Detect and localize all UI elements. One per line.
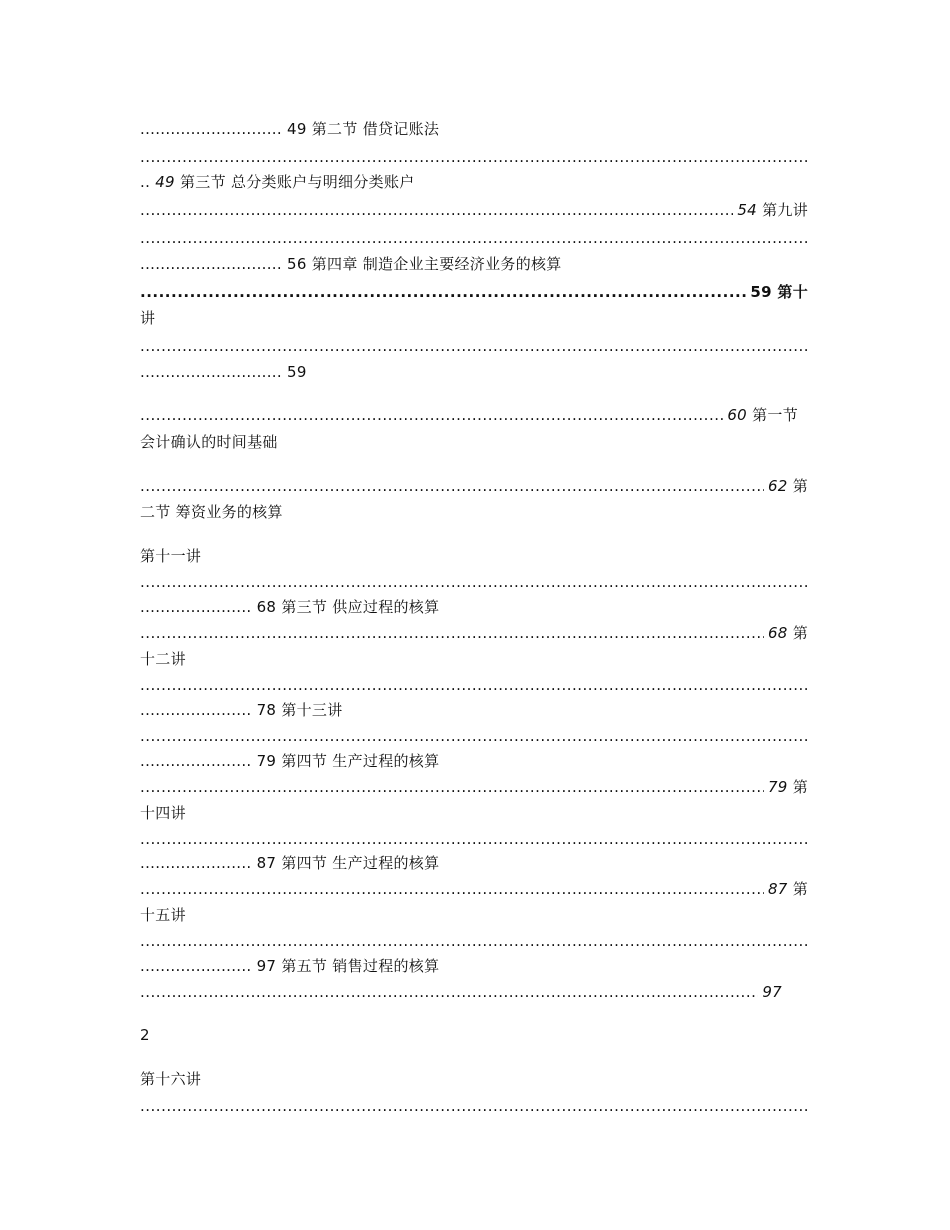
dot-leader: [140, 981, 758, 1003]
dot-leader-line: [140, 725, 808, 747]
toc-entry-text: 79 第四节 生产过程的核算: [251, 752, 440, 770]
dot-leader: ......................: [140, 957, 252, 975]
toc-line: [140, 955, 808, 977]
dot-leader-line: [140, 674, 808, 696]
dot-leader: ............................: [140, 363, 282, 381]
page-ref: 54: [737, 201, 758, 219]
toc-entry-text: 第十: [771, 283, 808, 301]
toc-line: [140, 852, 808, 874]
toc-line: [140, 699, 808, 721]
toc-entry-text: 会计确认的时间基础: [140, 433, 278, 451]
toc-heading: [140, 1068, 808, 1090]
toc-entry-text: 68 第三节 供应过程的核算: [251, 598, 440, 616]
dot-leader-line: [140, 571, 808, 593]
page-ref: 97: [762, 983, 782, 1001]
toc-line: [140, 596, 808, 618]
dot-leader-line: [140, 1095, 808, 1117]
toc-line: [140, 648, 808, 670]
toc-entry-text: 87 第四节 生产过程的核算: [251, 854, 440, 872]
dot-leader-line: [140, 335, 808, 357]
toc-entry-text: 78 第十三讲: [251, 701, 343, 719]
toc-line: [140, 776, 808, 798]
page-ref: 79: [767, 778, 788, 796]
dot-leader: ............................: [140, 120, 282, 138]
dot-leader: ......................: [140, 598, 252, 616]
toc-entry-text: 第十六讲: [140, 1070, 202, 1088]
dot-leader: [140, 281, 746, 303]
toc-entry-text: 第九讲: [757, 201, 808, 219]
dot-leader: ......................: [140, 701, 252, 719]
dot-leader-line: [140, 828, 808, 850]
toc-entry-text: 二节 筹资业务的核算: [140, 503, 283, 521]
page-number-text: 2: [140, 1026, 150, 1044]
toc-line: [140, 981, 782, 1003]
toc-entry-text: 97 第五节 销售过程的核算: [251, 957, 440, 975]
dot-leader: ..: [140, 173, 156, 191]
dot-leader: [140, 404, 723, 426]
toc-entry-text: 第: [787, 624, 808, 642]
dot-leader: [140, 622, 764, 644]
toc-line: [140, 361, 808, 383]
page-ref: 68: [767, 624, 788, 642]
toc-entry-text: 十五讲: [140, 906, 186, 924]
toc-heading: [140, 545, 808, 567]
toc-line: [140, 171, 808, 193]
dot-leader-line: [140, 227, 808, 249]
page-ref: 62: [767, 477, 788, 495]
dot-leader: ............................: [140, 255, 282, 273]
toc-entry-text: 第一节: [747, 406, 798, 424]
toc-line: [140, 307, 808, 329]
toc-line: [140, 118, 808, 140]
toc-entry-text: 第十一讲: [140, 547, 202, 565]
toc-line: [140, 802, 808, 824]
toc-line: [140, 501, 808, 523]
toc-line: [140, 475, 808, 497]
page-ref: 59: [750, 283, 772, 301]
toc-line-bold: [140, 281, 808, 303]
dot-leader: [140, 878, 764, 900]
dot-leader: [140, 199, 733, 221]
dot-leader-line: [140, 930, 808, 952]
toc-entry-text: 第三节 总分类账户与明细分类账户: [174, 173, 415, 191]
page-number: [140, 1024, 808, 1046]
toc-entry-text: 第: [787, 477, 808, 495]
dot-leader: [140, 475, 764, 497]
toc-entry-text: 十二讲: [140, 650, 186, 668]
toc-entry-text: 56 第四章 制造企业主要经济业务的核算: [281, 255, 562, 273]
dot-leader: [140, 776, 764, 798]
toc-entry-text: 讲: [140, 309, 156, 327]
toc-line: [140, 878, 808, 900]
toc-entry-text: 59: [281, 363, 307, 381]
toc-line: [140, 904, 808, 926]
toc-line: [140, 750, 808, 772]
toc-line: [140, 199, 808, 221]
toc-line: [140, 404, 798, 426]
toc-entry-text: 第: [787, 778, 808, 796]
toc-entry-text: 49 第二节 借贷记账法: [281, 120, 440, 138]
dot-leader: ......................: [140, 854, 252, 872]
dot-leader: ......................: [140, 752, 252, 770]
page-ref: 49: [155, 173, 175, 191]
toc-entry-text: 十四讲: [140, 804, 186, 822]
toc-entry-text: 第: [787, 880, 808, 898]
page-ref: 60: [727, 406, 748, 424]
toc-line: [140, 431, 808, 453]
toc-line: [140, 622, 808, 644]
dot-leader-line: [140, 146, 808, 168]
toc-line: [140, 253, 808, 275]
page-ref: 87: [767, 880, 788, 898]
